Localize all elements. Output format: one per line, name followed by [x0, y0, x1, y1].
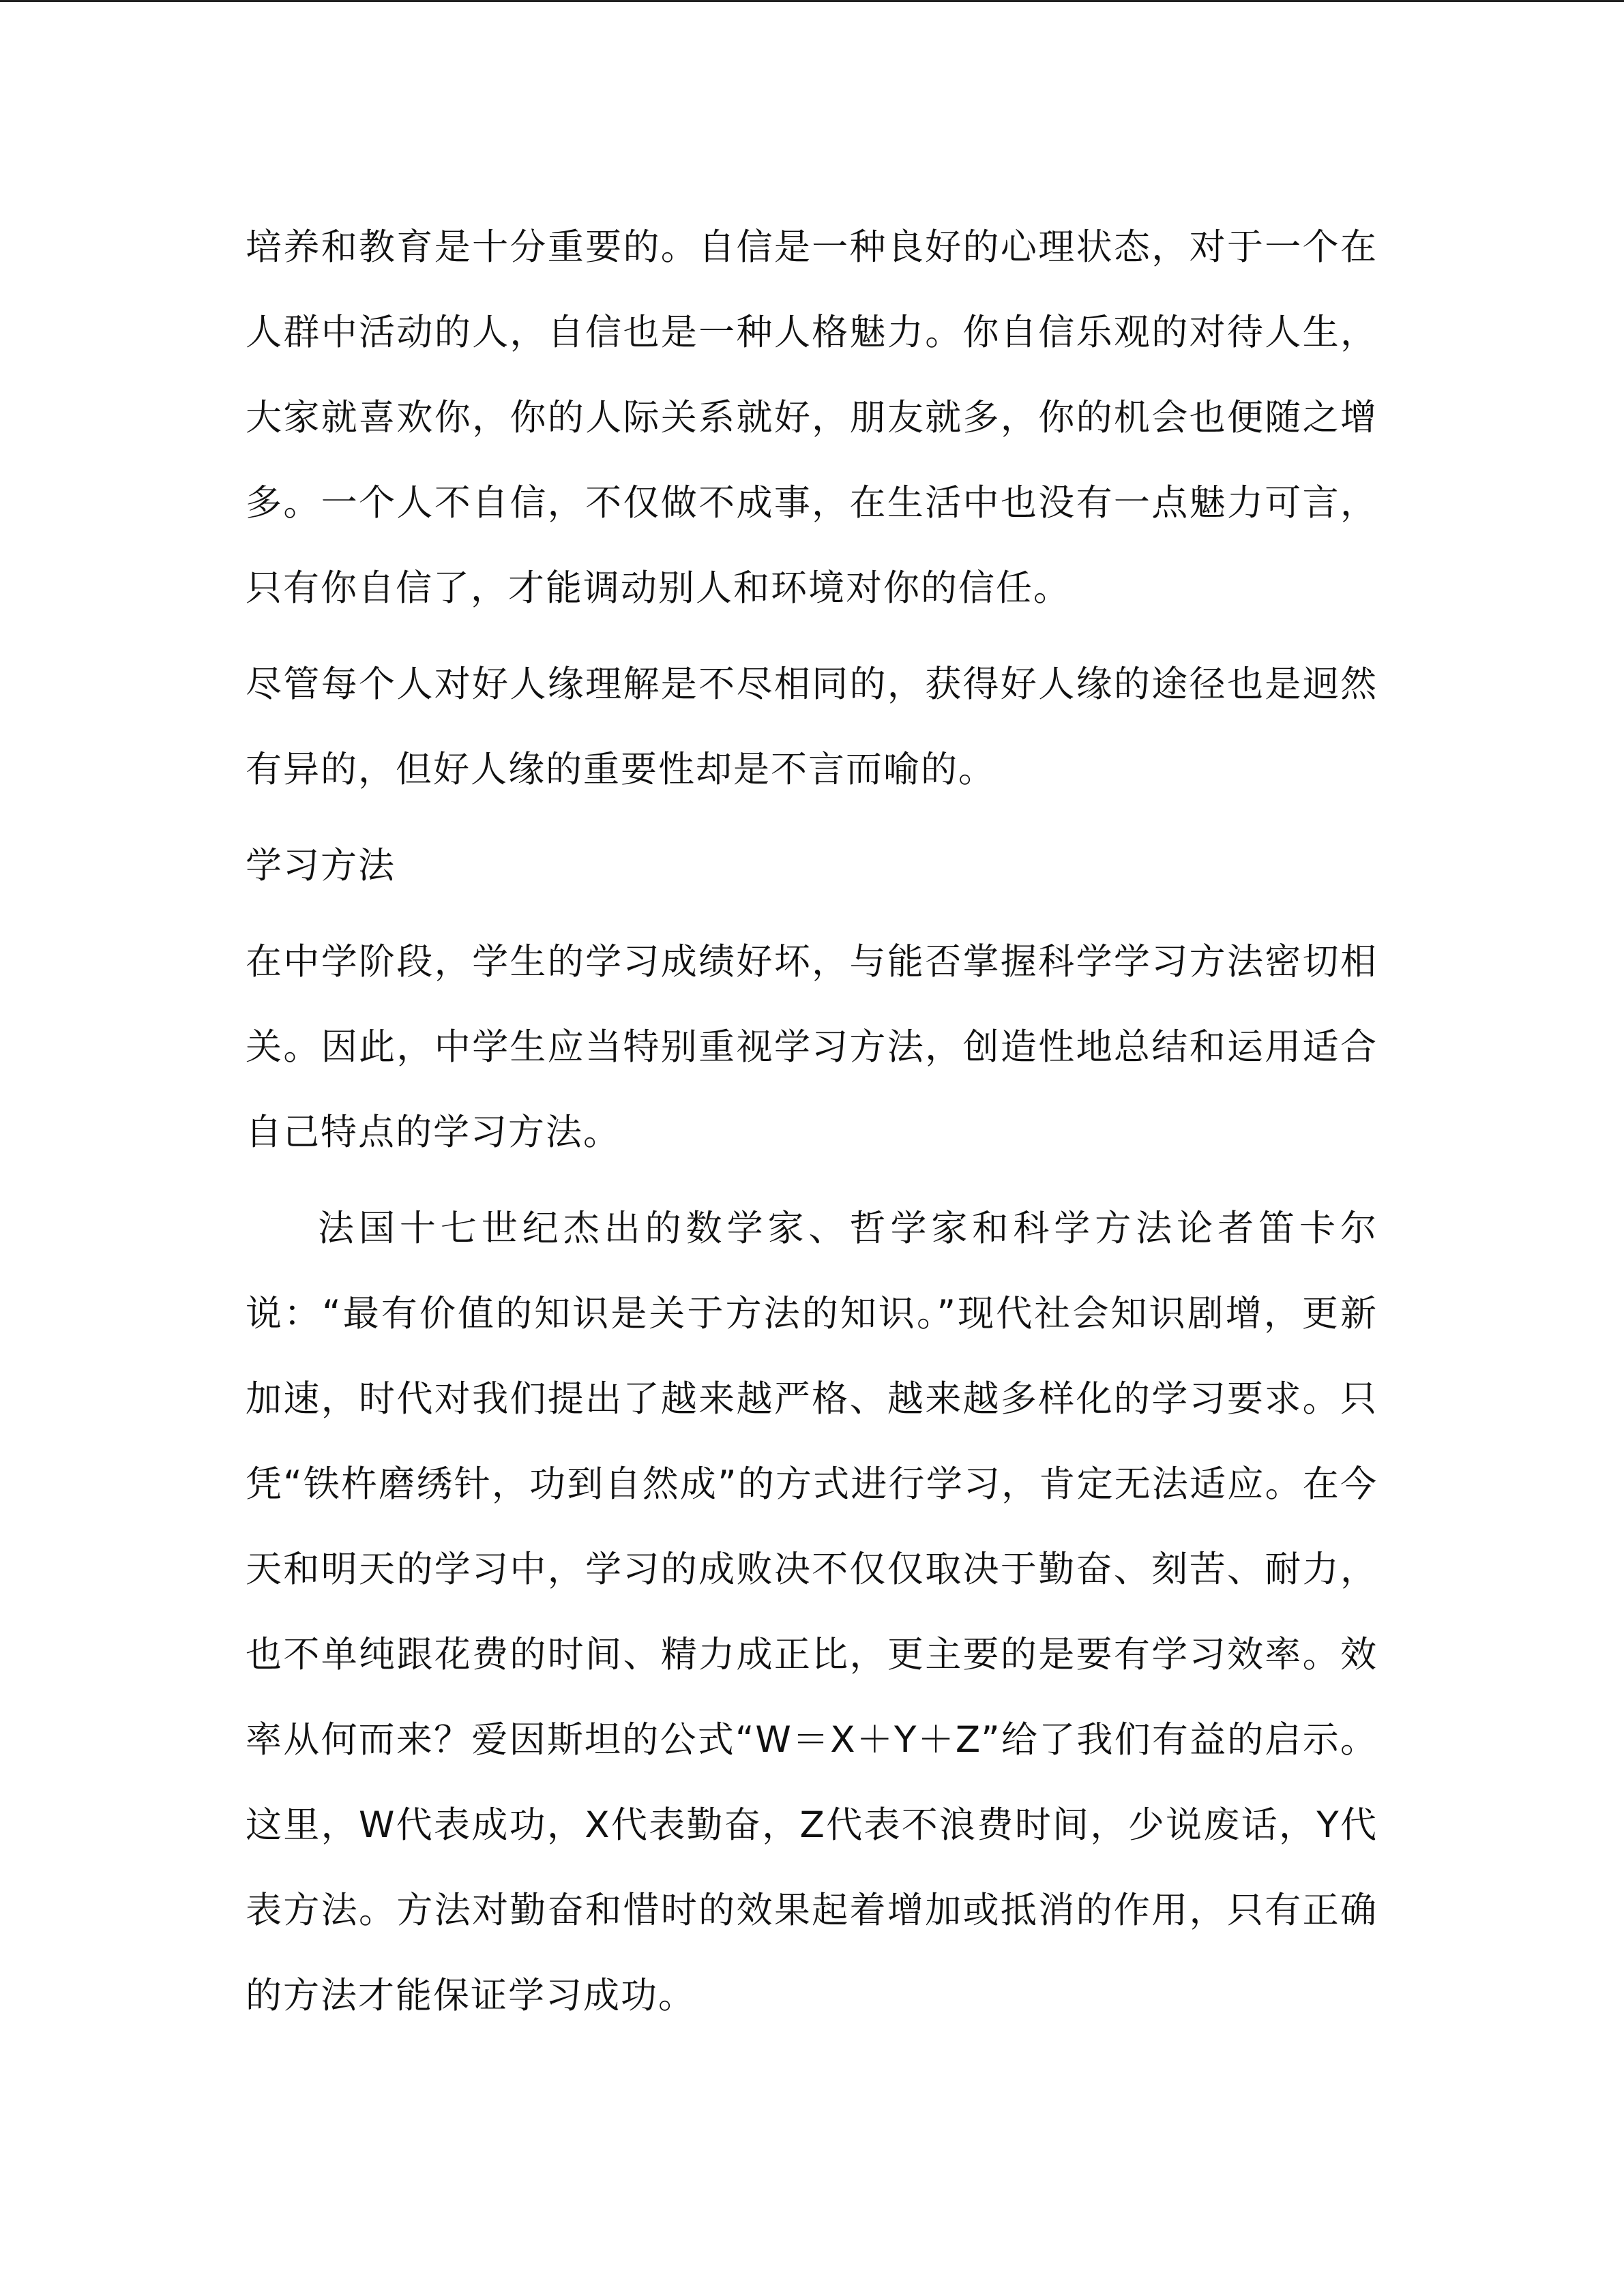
- page-top-border: [0, 0, 1624, 2]
- paragraph-study-method-intro: 在中学阶段，学生的学习成绩好坏，与能否掌握科学学习方法密切相关。因此，中学生应当特别重视学习方法，创造性地总结和运用适合自己特点的学习方法。: [246, 941, 1378, 1153]
- document-body: [246, 205, 1378, 2038]
- paragraph-confidence: 培养和教育是十分重要的。自信是一种良好的心理状态，对于一个在人群中活动的人，自信也是一种人格魅力。你自信乐观的对待人生，大家就喜欢你，你的人际关系就好，朋友就多，你的机会也便随之增多。一个人不自信，不仅做不成事，在生活中也没有一点魅力可言，只有你自信了，才能调动别人和环境对你的信任。: [246, 226, 1378, 609]
- paragraph-descartes: 法国十七世纪杰出的数学家、哲学家和科学方法论者笛卡尔说：“最有价值的知识是关于方法的知识。”现代社会知识剧增，更新加速，时代对我们提出了越来越严格、越来越多样化的学习要求。只凭“铁杵磨绣针，功到自然成”的方式进行学习，肯定无法适应。在今天和明天的学习中，学习的成败决不仅仅取决于勤奋、刻苦、耐力，也不单纯跟花费的时间、精力成正比，更主要的是要有学习效率。效率从何而来？爱因斯坦的公式“W＝X＋Y＋Z”给了我们有益的启示。这里，W代表成功，X代表勤奋，Z代表不浪费时间，少说废话，Y代表方法。方法对勤奋和惜时的效果起着增加或抵消的作用，只有正确的方法才能保证学习成功。: [246, 1208, 1378, 2016]
- paragraph-good-relations: 尽管每个人对好人缘理解是不尽相同的，获得好人缘的途径也是迥然有异的，但好人缘的重要性却是不言而喻的。: [246, 664, 1378, 790]
- section-heading: 学习方法: [246, 845, 396, 886]
